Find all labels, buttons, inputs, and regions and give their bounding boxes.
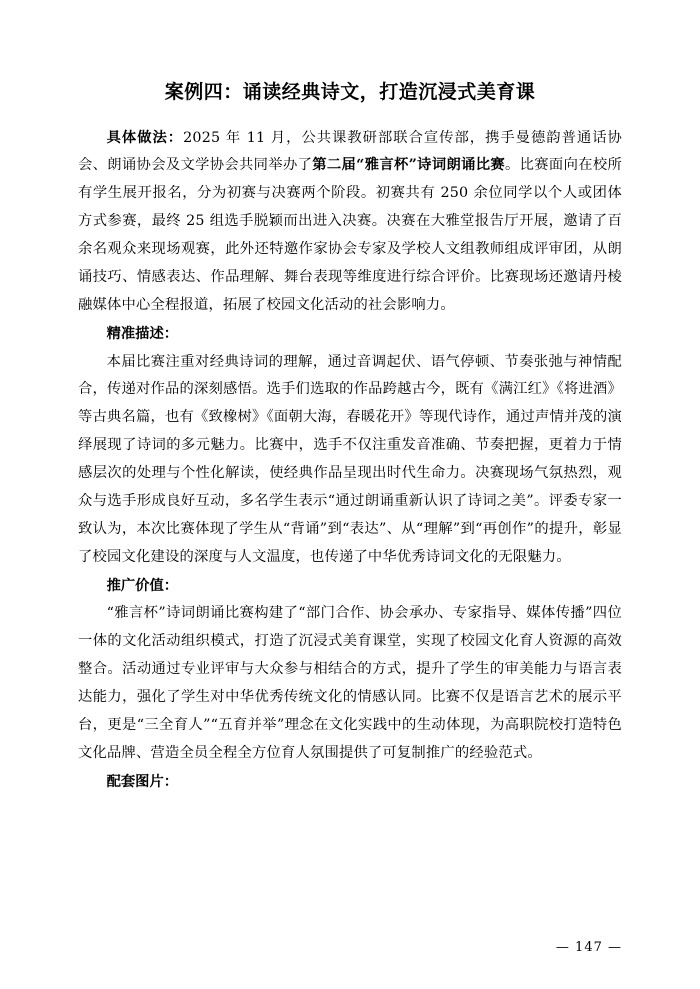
paragraph-description: 本届比赛注重对经典诗词的理解，通过音调起伏、语气停顿、节奏张弛与神情配合，传递对作品的深刻感悟。选手们选取的作品跨越古今，既有《满江红》《将进酒》等古典名篇，也有《致橡树》《面朝大海，春暖花开》等现代诗作，通过声情并茂的演绎展现了诗词的多元魅力。比赛中，选手不仅注重发音准确、节奏把握，更着力于情感层次的处理与个性化解读，使经典作品呈现出时代生命力。决赛现场气氛热烈，观众与选手形成良好互动，多名学生表示“通过朗诵重新认识了诗词之美”。评委专家一致认为，本次比赛体现了学生从“背诵”到“表达”、从“理解”到“再创作”的提升，彰显了校园文化建设的深度与人文温度，也传递了中华优秀诗词文化的无限魅力。 (78, 353, 622, 565)
paragraph-value: “雅言杯”诗词朗诵比赛构建了“部门合作、协会承办、专家指导、媒体传播”四位一体的文化活动组织模式，打造了沉浸式美育课堂，实现了校园文化育人资源的高效整合。活动通过专业评审与大众参与相结合的方式，提升了学生的审美能力与语言表达能力，强化了学生对中华优秀传统文化的情感认同。比赛不仅是语言艺术的展示平台，更是“三全育人”“五育并举”理念在文化实践中的生动体现，为高职院校打造特色文化品牌、营造全员全程全方位育人氛围提供了可复制推广的经验范式。 (78, 605, 622, 761)
paragraph-practice (78, 125, 622, 320)
section-heading-description: 精准描述： (106, 325, 179, 342)
paragraph-practice-text-1: 2025 年 11 月，公共课教研部联合宣传部，携手曼德韵普通话协会、朗诵协会及文学协会共同举办了 (78, 129, 622, 174)
page-title: 案例四：诵读经典诗文，打造沉浸式美育课 (164, 81, 536, 103)
section-heading-value: 推广价值： (106, 577, 179, 594)
paragraph-practice-text-3: 。比赛面向在校所有学生展开报名，分为初赛与决赛两个阶段。初赛共有 250 余位同学以个人或团体方式参赛，最终 25 组选手脱颖而出进入决赛。决赛在大雅堂报告厅开展，邀请了百余名观众来现场观赛，此外还特邀作家协会专家及学校人文组教师组成评审团，从朗诵技巧、情感表达、作品理解、舞台表现等维度进行综合评价。比赛现场还邀请丹棱融媒体中心全程报道，拓展了校园文化活动的社会影响力。 (78, 157, 622, 313)
section-heading-attachment: 配套图片： (106, 773, 179, 790)
section-heading-practice: 具体做法： (106, 129, 184, 146)
paragraph-practice-text-2: 第二届“雅言杯”诗词朗诵比赛 (312, 157, 506, 174)
page-number: — 147 — (555, 940, 622, 955)
